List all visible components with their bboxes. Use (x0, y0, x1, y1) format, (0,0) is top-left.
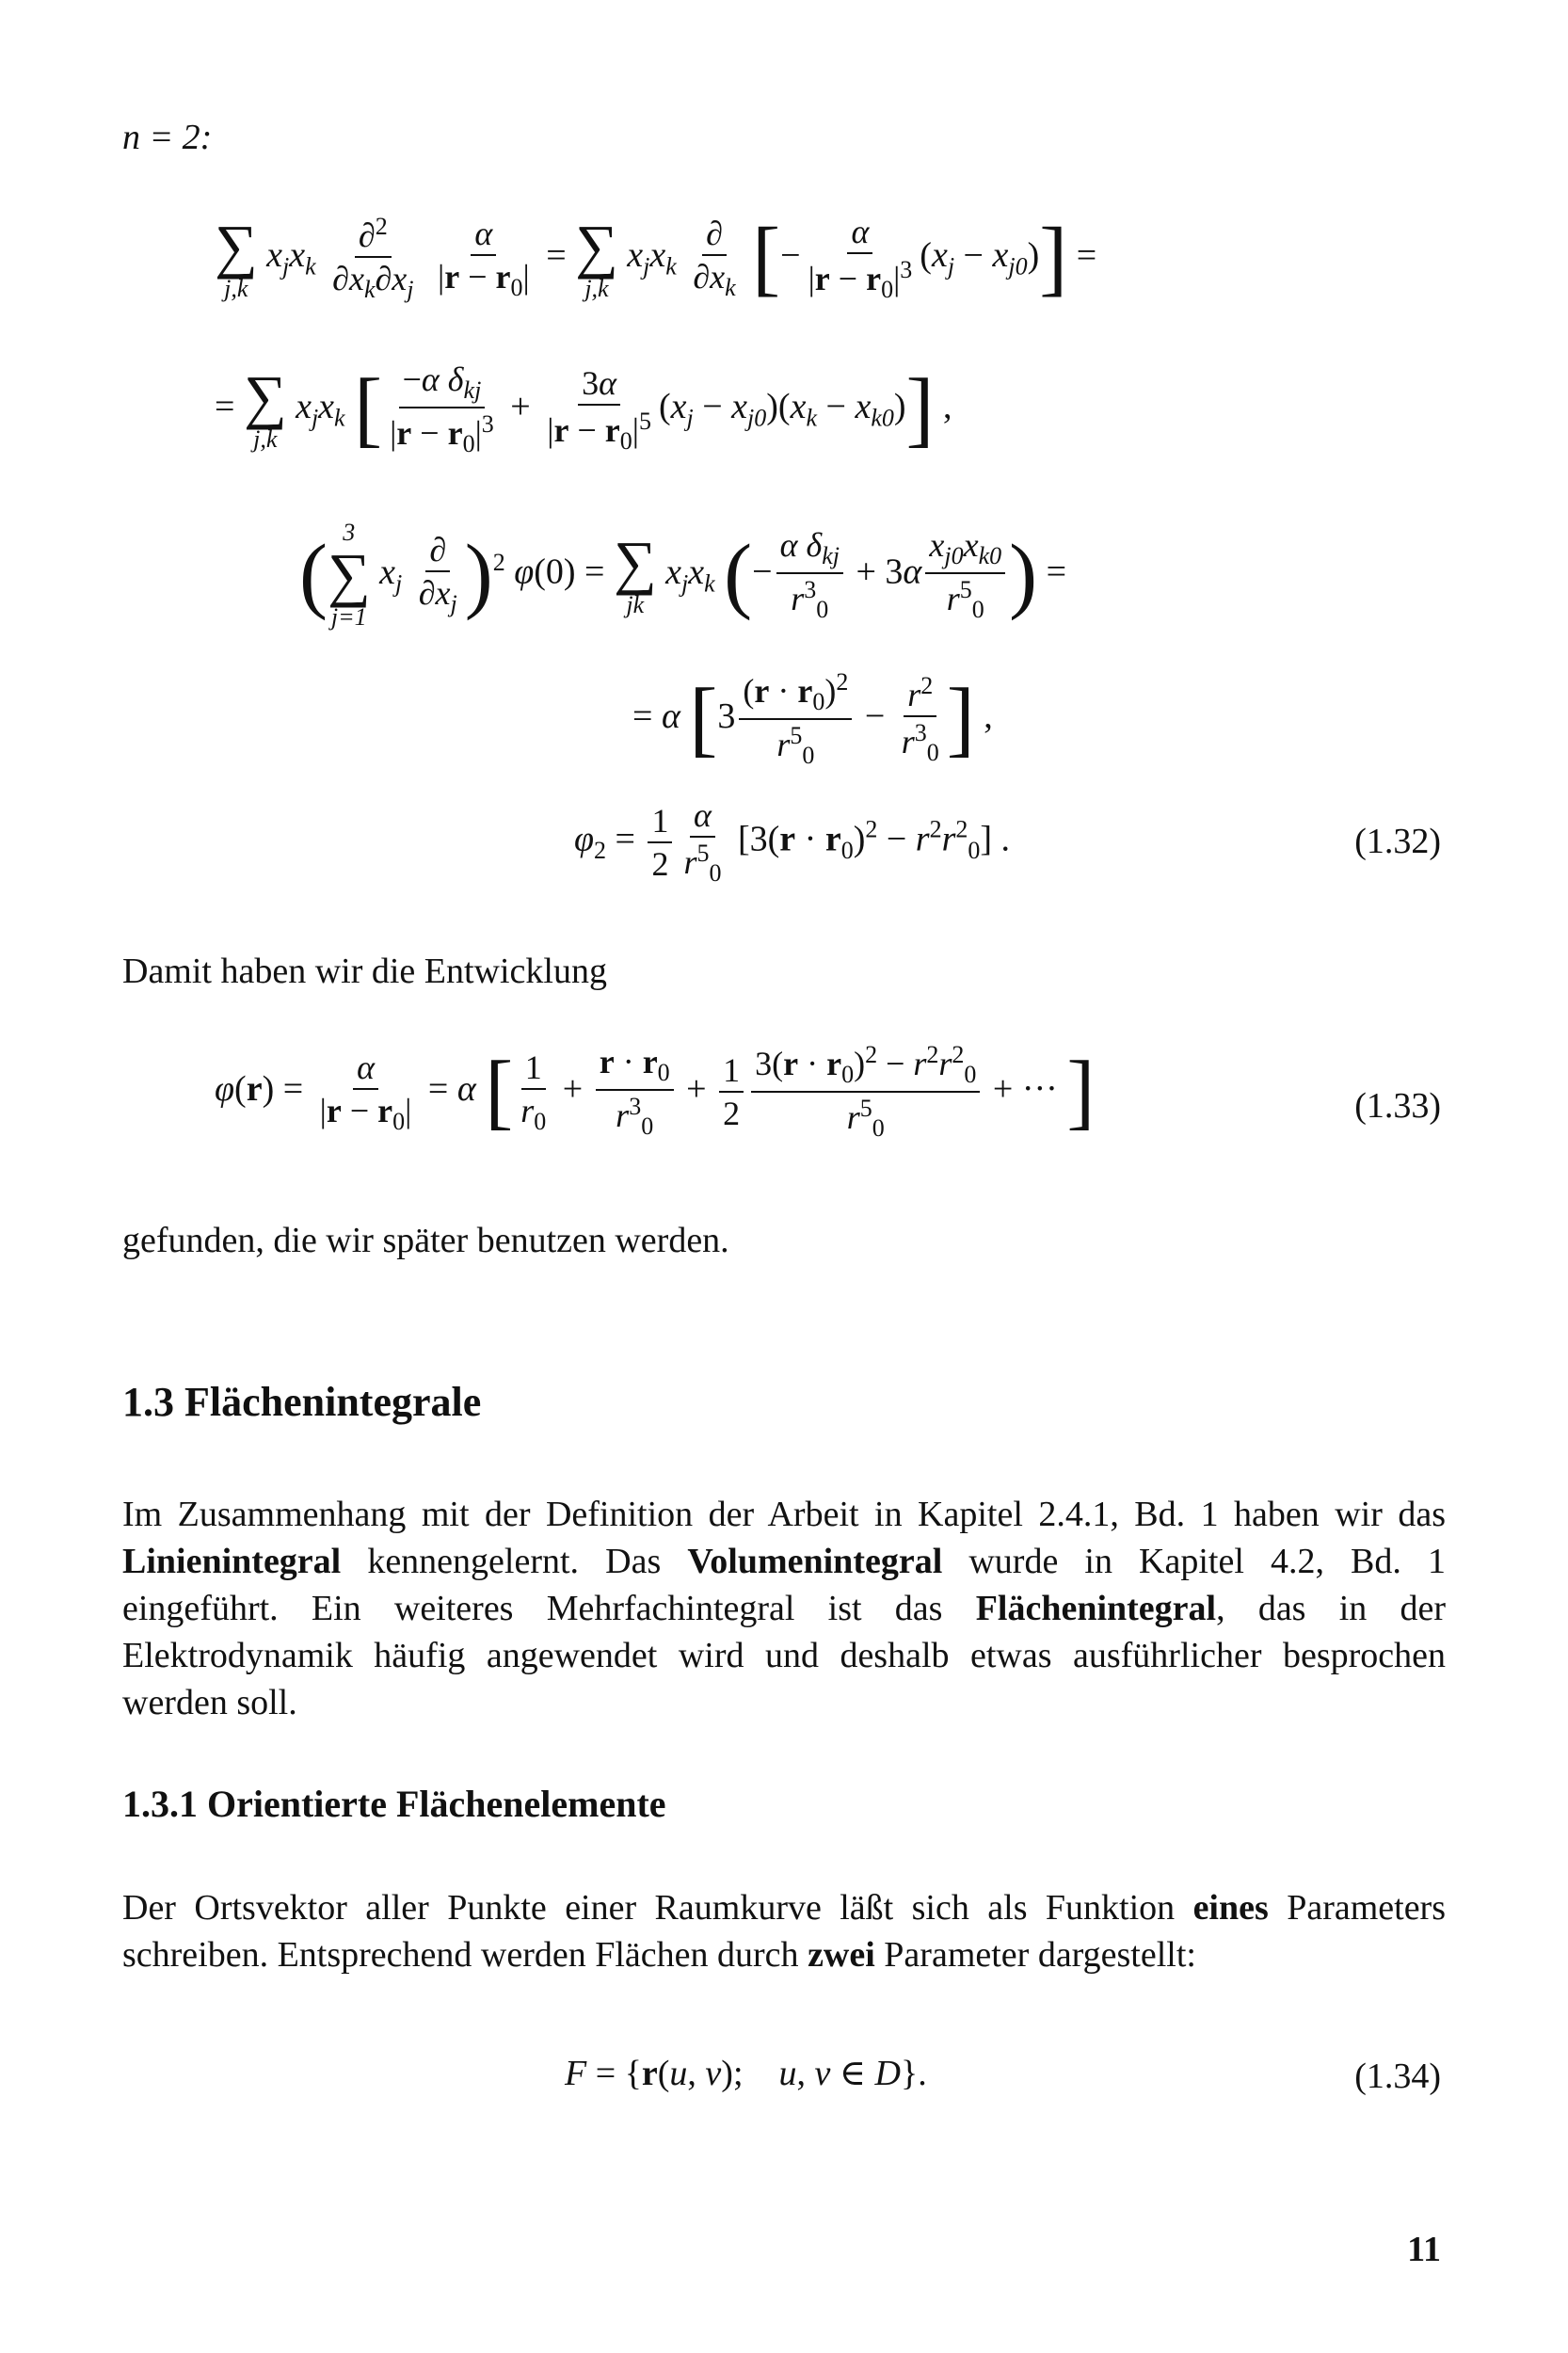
equation-1-33: φ(r) = $\frac{\alpha}{|r - r_0|}$ = α [ $\frac{1}{r_0}$ + $\frac{r \cdot r_0}{r^3_0}$ + $\frac{1}{2}$ $\frac{3(r \cdot r_0)^2 - r^2r^2_0}{r^5_0}$ + ··· ] (215, 1041, 1096, 1143)
section-title: 1.3 Flächenintegrale (122, 1379, 482, 1425)
case-label: n = 2: (122, 118, 213, 157)
text-after-expansion: gefunden, die wir später benutzen werden. (122, 1221, 729, 1260)
paragraph-2-text: Parameters schreiben. Entsprechend werden Flächen durch (122, 1888, 1447, 1975)
text-intro-expansion: Damit haben wir die Entwicklung (122, 952, 607, 991)
equation-line-4: = α [3 $\frac{(r \cdot r_0)^2}{r^5_0}$ − $\frac{r^2}{r^3_0}$ ] , (632, 668, 993, 770)
page-number: 11 (1407, 2230, 1441, 2269)
paragraph-1 (122, 1491, 1446, 1726)
equation-line-3: ( 3 ∑ j=1 $x_j$ $\frac{\partial}{\partial x_j}$ )$^2$ φ(0) = ∑ jk $x_jx_k$ (− $\frac{\alpha \delta_{kj}}{r^3_0}$ + 3α $\frac{x_{j0}x_{k0}}{r^5_0}$ ) = (299, 519, 1067, 631)
equation-line-1: ∑ j,k $x_jx_k$ $\frac{\partial^2}{\partial x_k\partial x_j}$ $\frac{\alpha}{|r - r_0|}$ = ∑ j,k $x_jx_k$ $\frac{\partial}{\partial x_k}$ [− $\frac{\alpha}{|r - r_0|^3}$ $(x_j - x_{j0})$] = (215, 211, 1097, 305)
paragraph-2-text: Der Ortsvektor aller Punkte einer Raumkurve läßt sich als Funktion (122, 1888, 1193, 1928)
equation-number-1-32: (1.32) (1354, 822, 1441, 861)
paragraph-2 (122, 1884, 1446, 1978)
emphasis-zwei: zwei (808, 1935, 875, 1975)
paragraph-1-text: Im Zusammenhang mit der Definition der Arbeit in Kapitel 2.4.1, Bd. 1 haben wir das (122, 1495, 1446, 1534)
equation-number-1-34: (1.34) (1354, 2057, 1441, 2096)
term-flaechenintegral: Flächenintegral (975, 1589, 1217, 1628)
term-linienintegral: Linienintegral (122, 1542, 342, 1581)
equation-line-2: = ∑ j,k $x_jx_k$ [ $\frac{-\alpha \delta_{kj}}{|r - r_0|^3}$ + $\frac{3\alpha}{|r - r_0|^5}$ $(x_j - x_{j0})(x_k - x_{k0})$] , (215, 360, 952, 458)
subsection-title: 1.3.1 Orientierte Flächenelemente (122, 1783, 666, 1825)
paragraph-1-text: kennengelernt. Das (341, 1542, 688, 1581)
equation-number-1-33: (1.33) (1354, 1086, 1441, 1126)
equation-line-5: $\varphi_2$ = $\frac{1}{2}$ $\frac{\alpha}{r^5_0}$ $[3(r \cdot r_0)^2 - r^2r^2_0]$ . (574, 796, 1011, 888)
paragraph-1-text: , das in der Elektrodynamik häufig angewendet wird und deshalb etwas ausführlicher besprochen werden soll. (122, 1589, 1446, 1722)
equation-1-34: F = {r(u, v); u, v ∈ D}. (565, 2054, 927, 2093)
term-volumenintegral: Volumenintegral (687, 1542, 943, 1581)
paragraph-2-text: Parameter dargestellt: (874, 1935, 1196, 1975)
emphasis-eines: eines (1192, 1888, 1269, 1928)
paragraph-1-text: wurde in Kapitel 4.2, Bd. 1 eingeführt. Ein weiteres Mehrfachintegral ist das (122, 1542, 1446, 1628)
